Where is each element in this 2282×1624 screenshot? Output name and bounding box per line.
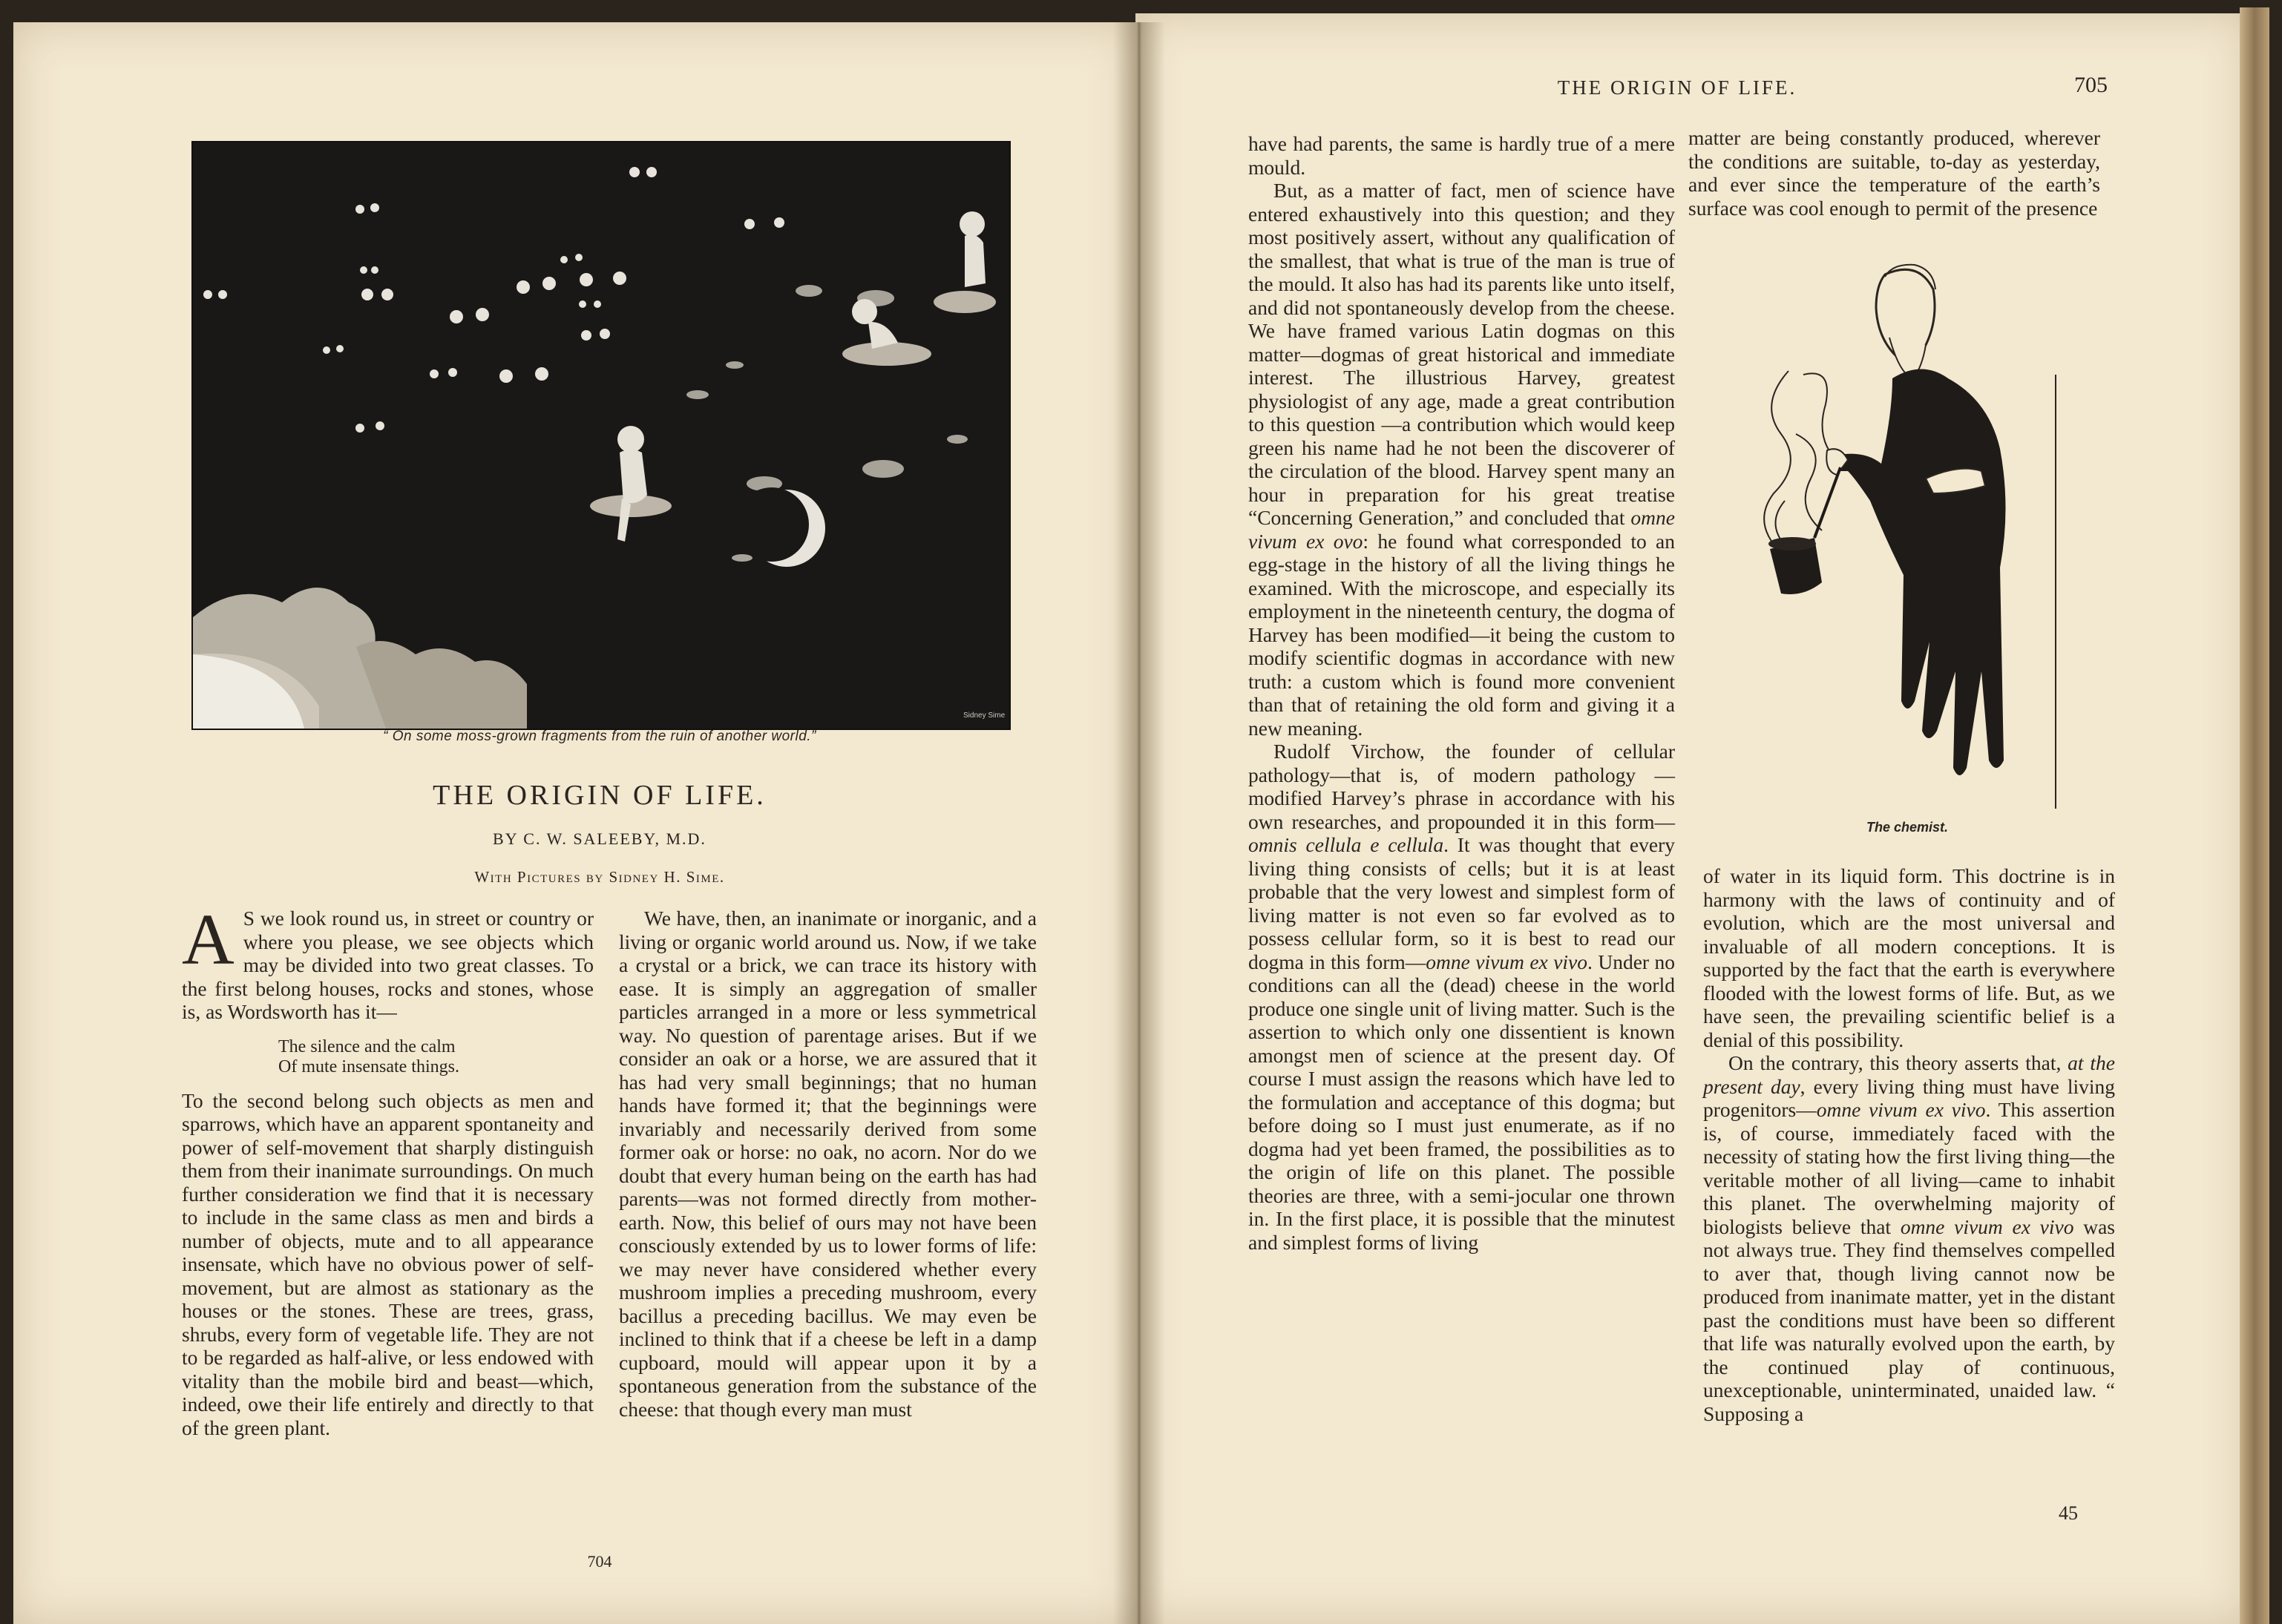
paragraph: To the second belong such objects as men and sparrows, which have an apparent spontaneity and power of self-movement that sharply distinguish them from their inanimate surroundings. On much further consideration we find that it is necessary to include in the same class as men and birds a number of objects, mute and to all appearance insensate, which have no obvious power of self-movement, but are almost as stationary as the houses or the stones. These are trees, grass, shrubs, every form of vegetable life. They are not to be regarded as half-alive, or less endowed with vitality than the mobile bird and beast—which, indeed, owe their life entirely and directly to that of the green plant.	[182, 1088, 594, 1439]
drop-cap: A	[182, 900, 235, 980]
signature-mark: 45	[2059, 1502, 2078, 1524]
chemist-caption: The chemist.	[1866, 820, 1949, 835]
frontispiece-illustration	[191, 141, 1011, 730]
paragraph: On the contrary, this theory asserts that, at the present day, every living thing must have living progenitors—omne vivum ex vivo. This assertion is, of course, immediately faced with the necessity of stating how the first living thing—the veritable mother of all living—came to inhabit this planet. The overwhelming majority of biologists believe that omne vivum ex vivo was not always true. They find themselves compelled to aver that, though living cannot now be produced from inanimate matter, yet in the distant past the conditions must have been so different that life was naturally evolved upon the earth, by the continued play of continuous, unexceptionable, uninterminated, unaided law. “ Supposing a	[1703, 1051, 2115, 1425]
chemist-figure-body	[1826, 265, 2005, 775]
frontispiece-caption: “ On some moss-grown fragments from the ruin of another world.”	[383, 729, 816, 744]
right-page-column-2-lower	[1703, 864, 2115, 1425]
paragraph: matter are being constantly produced, wherever the conditions are suitable, to-day as yesterday, and ever since the temperature of the earth’s surface was cool enough to permit of the presence	[1688, 126, 2100, 220]
byline: BY C. W. SALEEBY, M.D.	[493, 829, 706, 848]
paragraph: We have, then, an inanimate or inorganic, and a living or organic world around us. Now, if we take a crystal or a brick, we can trace its history with ease. It is simply an aggregation of smaller particles arranged in a more or less symmetrical way. No question of parentage arises. But if we consider an oak or a horse, we are assured that it has had very small beginnings; that no human hands have formed it; that the beginnings were invariably and necessarily derived from some former oak or horse: no oak, no acorn. Nor do we doubt that every human being on the earth has had parents—was not formed directly from mother-earth. Now, this belief of ours may not have been consciously extended by us to lower forms of life: we may never have considered whether every mushroom implies a preceding mushroom, every bacillus a preceding bacillus. We may even be inclined to think that if a cheese be left in a damp cupboard, mould will appear upon it by a spontaneous generation from the substance of the cheese: that though every man must	[619, 907, 1037, 1421]
pictures-credit: With Pictures by Sidney H. Sime.	[474, 868, 725, 886]
paragraph: have had parents, the same is hardly true of a mere mould.	[1248, 132, 1675, 179]
right-page-column-1	[1248, 132, 1675, 1254]
chemist-illustration	[1744, 256, 2063, 809]
page-edge	[2240, 7, 2269, 1624]
opening-paragraph: A S we look round us, in street or country or where you please, we see objects which may be divided into two great classes. To the first belong houses, rocks and stones, whose is, as Wordsworth has it—	[182, 900, 594, 1023]
left-page-column-1	[182, 900, 594, 1439]
left-page-number: 704	[587, 1552, 612, 1571]
paragraph: But, as a matter of fact, men of science have entered exhaustively into this question; and they most positively assert, without any qualification of the smallest, that what is true of the man is true of the mould. It also has had its parents like unto itself, and did not spontaneously develop from the cheese. We have framed various Latin dogmas on this matter—dogmas of great historical and immediate interest. The illustrious Harvey, greatest physiologist of any age, made a great contribution to this question —a contribution which would keep green his name had he not been the discoverer of the circulation of the blood. Harvey spent many an hour in preparation for his great treatise “Concerning Generation,” and concluded that omne vivum ex ovo: he found what corresponded to an egg-stage in the history of all the living things he examined. With the microscope, and especially its employment in the nineteenth century, the dogma of Harvey has been modified—it being the custom to modify scientific dogmas in accordance with new truth: a custom which is found more convenient than that of retaining the old form and giving it a new meaning.	[1248, 179, 1675, 740]
left-page-column-2	[619, 907, 1037, 1421]
right-page-column-2-top	[1688, 126, 2100, 220]
verse-quote: The silence and the calm Of mute insensate things.	[278, 1036, 459, 1076]
paragraph: of water in its liquid form. This doctrine is in harmony with the laws of continuity and of evolution, which are the most universal and invaluable of all modern conceptions. It is supported by the fact that the earth is everywhere flooded with the lowest forms of life. But, as we have seen, the prevailing scientific belief is a denial of this possibility.	[1703, 864, 2115, 1051]
running-head: THE ORIGIN OF LIFE.	[1557, 76, 1797, 99]
article-title: THE ORIGIN OF LIFE.	[433, 780, 767, 811]
artist-signature: Sidney Sime	[963, 711, 1006, 720]
book-spine-gutter	[1113, 22, 1165, 1624]
right-page-number: 705	[2074, 73, 2108, 97]
paragraph: Rudolf Virchow, the founder of cellular pathology—that is, of modern pathology —modified Harvey’s phrase in accordance with his own researches, and propounded it in this form—omnis cellula e cellula. It was thought that every living thing consists of cells; but it is at least probable that the very lowest and simplest form of living matter is not even so far evolved as to possess cellular form, so it is best to read our dogma in this form—omne vivum ex vivo. Under no conditions can all the (dead) cheese in the world produce one single unit of living matter. Such is the assertion to which only one dissentient is known amongst men of science at the present day. Of course I must assign the reasons which have led to the formulation and acceptance of this dogma; but before doing so I must just enumerate, as if no dogma had yet been framed, the possibilities as to the origin of life on this planet. The possible theories are three, with a semi-jocular one thrown in. In the first place, it is possible that the minutest and simplest forms of living	[1248, 740, 1676, 1254]
